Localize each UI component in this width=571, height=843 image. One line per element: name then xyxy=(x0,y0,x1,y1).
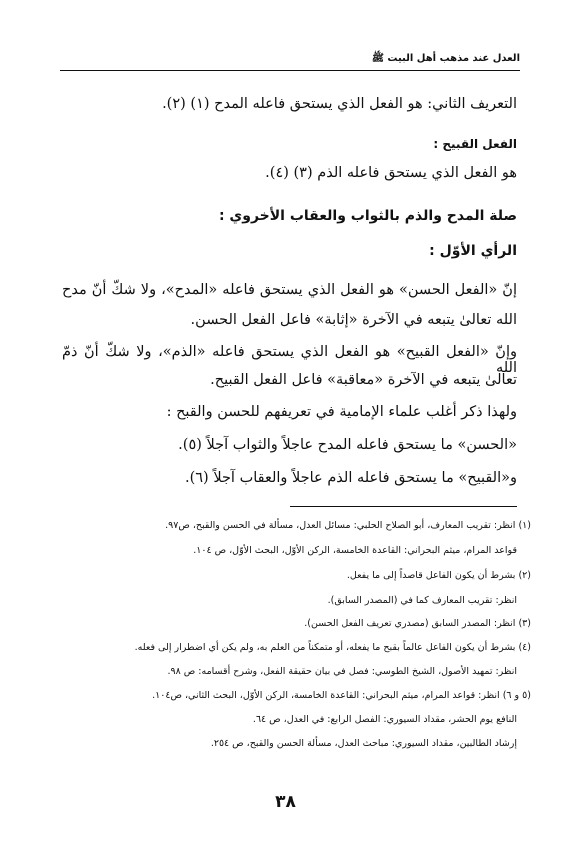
paragraph-line: وإنّ «الفعل القبيح» هو الفعل الذي يستحق فاعله «الذم»، ولا شكّ أنّ ذمّ الله xyxy=(62,344,517,376)
footnote: (٤) بشرط أن يكون الفاعل عالماً بقبح ما يفعله، أو متمكناً من العلم به، ولم يكن أي اضطرار إلى فعله. xyxy=(134,642,531,653)
footnote: إرشاد الطالبين، مقداد السيوري: مباحث العدل، مسألة الحسن والقبح، ص ٢٥٤. xyxy=(210,738,517,749)
footnote: النافع يوم الحشر، مقداد السيوري: الفصل الرابع: في العدل، ص ٦٤. xyxy=(252,714,517,725)
footnote: انظر: تقريب المعارف كما في (المصدر السابق). xyxy=(327,595,517,606)
footnote: انظر: تمهيد الأصول، الشيخ الطوسي: فصل في بيان حقيقة الفعل، وشرح أقسامه: ص ٩٨. xyxy=(167,666,517,677)
footnote: (٥ و ٦) انظر: قواعد المرام، ميثم البحراني: القاعدة الخامسة، الركن الأوّل، البحث الثاني، ص١٠٤. xyxy=(152,690,531,701)
paragraph-line: التعريف الثاني: هو الفعل الذي يستحق فاعله المدح (١) (٢). xyxy=(162,96,517,112)
section-heading: صلة المدح والذم بالثواب والعقاب الأخروي : xyxy=(218,208,517,224)
main-text xyxy=(62,0,517,500)
subheading-ugly-act: الفعل القبيح : xyxy=(433,137,517,151)
footnote: (٢) بشرط أن يكون الفاعل قاصداً إلى ما يفعل. xyxy=(346,570,531,581)
footnote: (١) انظر: تقريب المعارف، أبو الصلاح الحلبي: مسائل العدل، مسألة في الحسن والقبح، ص٩٧. xyxy=(165,520,531,531)
paragraph-line: ولهذا ذكر أغلب علماء الإمامية في تعريفهم للحسن والقبح : xyxy=(166,404,517,420)
subheading-first-opinion: الرأي الأوّل : xyxy=(429,243,517,259)
paragraph-line: الله تعالىٰ يتبعه في الآخرة «إثابة» فاعل الفعل الحسن. xyxy=(190,312,517,328)
footnote-separator xyxy=(290,506,517,507)
paragraph-line: «الحسن» ما يستحق فاعله المدح عاجلاً والثواب آجلاً (٥). xyxy=(178,437,517,453)
paragraph-line: هو الفعل الذي يستحق فاعله الذم (٣) (٤). xyxy=(265,165,517,181)
paragraph-line: و«القبيح» ما يستحق فاعله الذم عاجلاً والعقاب آجلاً (٦). xyxy=(184,470,517,486)
header-title: العدل عند مذهب أهل البيت ﷺ xyxy=(371,53,520,64)
footnote: (٣) انظر: المصدر السابق (مصدري تعريف الفعل الحسن). xyxy=(304,618,531,629)
footnote: قواعد المرام، ميثم البحراني: القاعدة الخامسة، الركن الأوّل، البحث الأوّل، ص ١٠٤. xyxy=(193,545,517,556)
paragraph-line: إنّ «الفعل الحسن» هو الفعل الذي يستحق فاعله «المدح»، ولا شكّ أنّ مدح xyxy=(62,282,517,298)
paragraph-line: تعالىٰ يتبعه في الآخرة «معاقبة» فاعل الفعل القبيح. xyxy=(210,372,517,388)
page-number: ٣٨ xyxy=(275,792,296,812)
